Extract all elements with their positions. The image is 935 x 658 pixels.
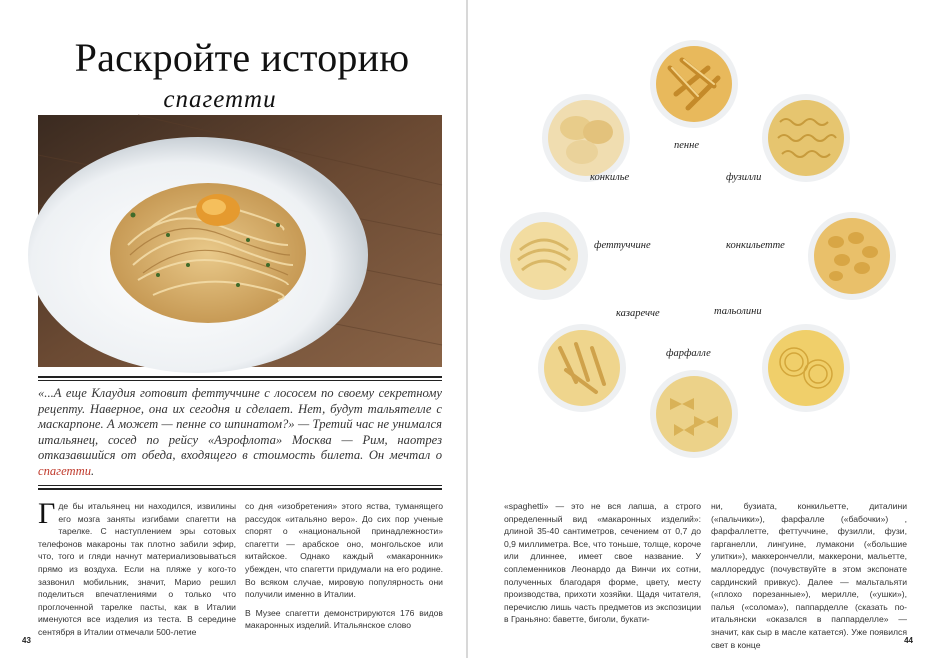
tagliolini-bowl — [760, 322, 852, 414]
quote-end: . — [91, 463, 95, 478]
quote-text: «...А еще Клаудия готовит феттуччине с лососем по своему секретному рецепту. Наверное, она их сегодня и сделает. Нет, будут тальятелле с маскарпоне. А может — пенне со шпинатом?» — Третий час не унимался итальянец, сосед по рейсу «Аэрофлота» Москва — Рим, наотрез отказавшийся от обеда, входящего в стоимость билета. Он мечтал о — [38, 386, 442, 463]
label-conchigliette: конкильетте — [726, 240, 785, 251]
spaghetti-photo — [38, 115, 442, 367]
right-body-column-2: ни, бузиата, конкильетте, диталини («пальчики»), фарфалле («бабочки») , фарфаллетте, феттуччине, фузилли, фузи, гарганелли, лингуине, лумакони («большие улитки»), маккерончелли, маккерони, мальетте, маллореддус (почувствуйте в этом экспонате сардинский привкус). Далее — мальтальяти («плохо порезанные»), мерилле, («ушки»), палья («солома»), паппарделле (сказать по-итальянски «оказался в паппарделле» — значит, как сыр в масле катается). Уже появился свет в конце — [711, 501, 907, 650]
quote-rule-top — [38, 376, 442, 381]
fusilli-bowl — [760, 92, 852, 184]
label-fettuccine: феттуччине — [594, 240, 651, 251]
body-column-2 — [245, 500, 443, 635]
label-conchiglie: конкилье — [590, 172, 630, 183]
label-farfalle: фарфалле — [666, 348, 711, 359]
farfalle-bowl — [648, 368, 740, 460]
right-body-column-1: «spaghetti» — это не вся лапша, а строго определенный вид «макаронных изделий»: длиной 35-40 сантиметров, сечением от 0,7 до 0,9 миллиметра. Все, что тоньше, толще, короче или длиннее, имеет свое название. У соплеменников Леонардо да Винчи их сотни, полученных благодаря форме, цвету, месту производства, прихоти хозяйки. Щадя читателя, перечислю лишь часть предметов из экспозиции в Граньяно: баветте, биголи, букати- — [504, 501, 701, 625]
article-subtitle: спагетти — [163, 86, 277, 113]
body-column-2-para-1: со дня «изобретения» этого яства, туманящего рассудок «итальяно веро». До сих пор ученые спорят о «национальной принадлежности» спагетти — арабское оно, монгольское или китайское. Однако каждый «макаронник» убежден, что спагетти придумали на его родине. Во всяком случае, мировую популярность они получили именно в Италии. — [245, 501, 443, 600]
lead-quote — [38, 386, 442, 484]
drop-cap: Г — [38, 497, 56, 530]
label-casarecce: казаречче — [616, 308, 660, 319]
page-number-left: 43 — [22, 636, 31, 645]
fettuccine-bowl — [498, 210, 590, 302]
body-column-2-para-2: В Музее спагетти демонстрируются 176 видов макаронных изделий. Итальянское слово — [245, 607, 443, 631]
label-tagliolini: тальолини — [714, 306, 762, 317]
body-column-1-text: де бы итальянец ни находился, извилины его мозга заняты изгибами спагетти на тарелке. С наступлением эры сотовых телефонов макароны так плотно забили эфир, что, того и гляди начнут материализовываться прямо из воздуха. Если на пляже у кого-то зазвонил мобильник, значит, Марио решил поделиться впечатлениями о только что проглоченной тарелке пасты, как в Италии именуются все изделия из теста. В середине сентября в Италии отмечали 500-летие — [38, 501, 236, 637]
body-column-1 — [38, 497, 236, 637]
article-title: Раскройте историю — [74, 35, 410, 80]
label-fusilli: фузилли — [726, 172, 762, 183]
left-page — [0, 0, 467, 658]
casarecce-bowl — [536, 322, 628, 414]
label-penne: пенне — [674, 140, 699, 151]
quote-rule-bottom — [38, 485, 442, 490]
right-page — [468, 0, 935, 658]
conchiglie-bowl — [540, 92, 632, 184]
quote-highlight: спагетти — [38, 463, 92, 478]
conchigliette-bowl — [806, 210, 898, 302]
page-number-right: 44 — [904, 636, 913, 645]
penne-bowl — [648, 38, 740, 130]
